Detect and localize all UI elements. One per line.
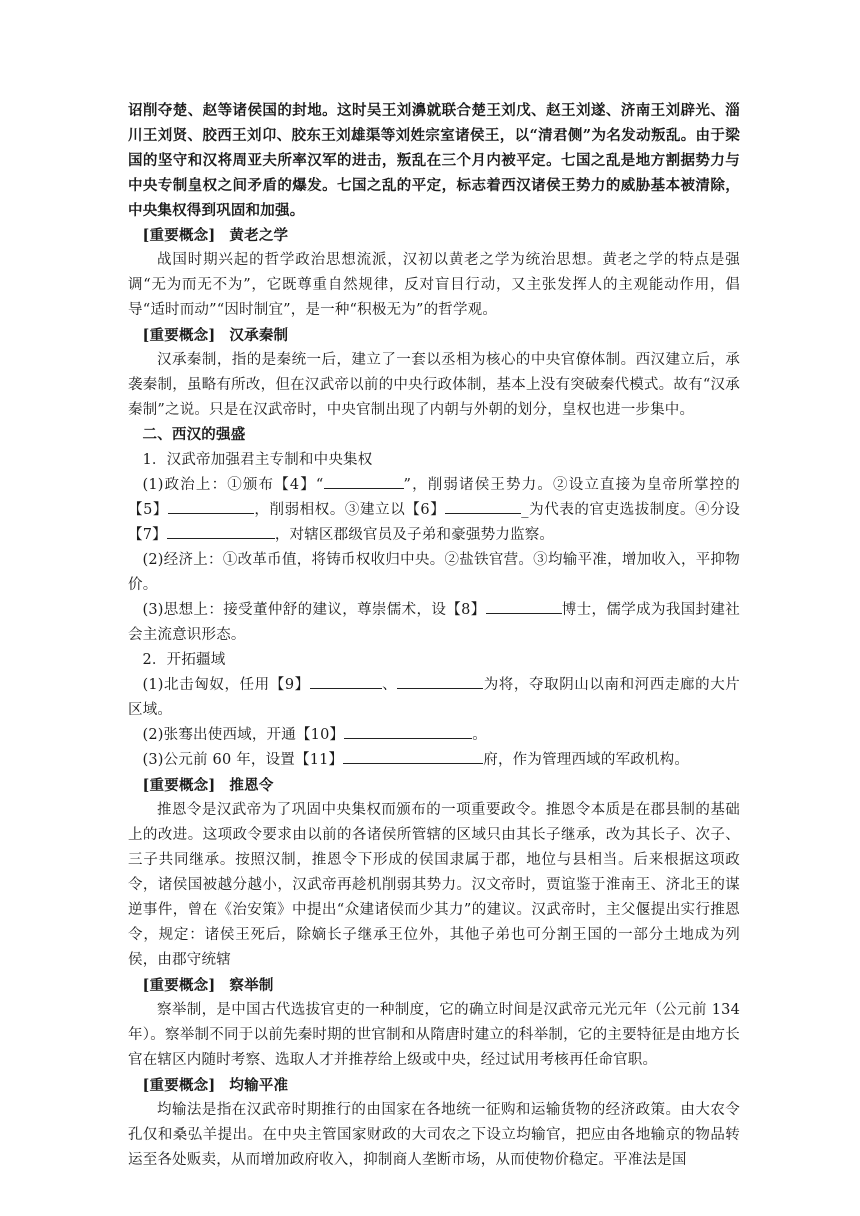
item-text: (3)思想上：接受董仲舒的建议，尊崇儒术，设【8】 <box>142 602 486 618</box>
item-zhangqian <box>128 723 740 748</box>
item-text: (1)北击匈奴，任用【9】 <box>142 677 310 693</box>
blank-5[interactable] <box>168 499 254 514</box>
item-text: (1)政治上：①颁布【4】“ <box>142 477 324 493</box>
concept-label: [重要概念] <box>142 777 216 794</box>
item-text: 。 <box>472 727 487 743</box>
blank-4[interactable] <box>324 474 404 489</box>
blank-9b[interactable] <box>397 674 483 689</box>
concept-heading-chajuzhi <box>128 973 740 998</box>
concept-heading-tuienling <box>128 773 740 798</box>
concept-text-tuienling: 推恩令是汉武帝为了巩固中央集权而颁布的一项重要政令。推恩令本质是在郡县制的基础上的改进。这项政令要求由以前的各诸侯所管辖的区域只由其长子继承，改为其长子、次子、三子共同继承。按照汉制，推恩令下形成的侯国隶属于郡，地位与县相当。后来根据这项政令，诸侯国被越分越小，汉武帝再趁机削弱其势力。汉文帝时，贾谊鉴于淮南王、济北王的谋逆事件，曾在《治安策》中提出“众建诸侯而少其力”的建议。汉武帝时，主父偃提出实行推恩令，规定：诸侯王死后，除嫡长子继承王位外，其他子弟也可分割王国的一部分土地成为列侯，由郡守统辖 <box>128 802 740 968</box>
concept-heading-huanglao <box>128 223 740 248</box>
item-economic: (2)经济上：①改革币值，将铸币权收归中央。②盐铁官营。③均输平准，增加收入，平抑物价。 <box>128 552 740 593</box>
blank-6[interactable] <box>445 499 521 514</box>
item-political <box>128 473 740 548</box>
concept-label: [重要概念] <box>142 227 216 244</box>
blank-8[interactable] <box>486 599 562 614</box>
item-text: (2)张骞出使西域，开通【10】 <box>142 727 345 743</box>
concept-text-junshupingzhun: 均输法是指在汉武帝时期推行的由国家在各地统一征购和运输货物的经济政策。由大农令孔仅和桑弘羊提出。在中央主管国家财政的大司农之下设立均输官，把应由各地输京的物品转运至各处贩卖，从而增加政府收入，抑制商人垄断市场，从而使物价稳定。平准法是国 <box>128 1102 740 1168</box>
concept-title: 黄老之学 <box>229 227 289 244</box>
item-text: ，削弱相权。③建立以【6】 <box>254 502 446 518</box>
item-text: 、 <box>381 677 398 693</box>
concept-text-hanchengqinzhi: 汉承秦制，指的是秦统一后，建立了一套以丞相为核心的中央官僚体制。西汉建立后，承袭秦制，虽略有所改，但在汉武帝以前的中央行政体制，基本上没有突破秦代模式。故有“汉承秦制”之说。只是在汉武帝时，中央官制出现了内朝与外朝的划分，皇权也进一步集中。 <box>128 352 740 418</box>
concept-label: [重要概念] <box>142 977 216 994</box>
concept-heading-hanchengqinzhi <box>128 323 740 348</box>
item-text: 博士，儒学成为我国封建社会主流意识形态。 <box>128 602 740 643</box>
concept-title: 推恩令 <box>229 777 274 794</box>
document-body <box>128 98 740 1173</box>
item-text: (3)公元前 60 年，设置【11】 <box>142 752 344 768</box>
item-text: 府，作为管理西域的军政机构。 <box>483 752 690 768</box>
concept-heading-junshupingzhun <box>128 1073 740 1098</box>
concept-text-chajuzhi: 察举制，是中国古代选拔官吏的一种制度，它的确立时间是汉武帝元光元年（公元前 134 年）。察举制不同于以前先秦时期的世官制和从隋唐时建立的科举制，它的主要特征是由地方长官在辖区内随时考察、选取人才并推荐给上级或中央，经过试用考核再任命官职。 <box>128 1002 740 1068</box>
subheading-territory: 2．开拓疆域 <box>142 652 226 668</box>
item-text: 为将，夺取阴山以南和河西走廊的大片区域。 <box>128 677 741 718</box>
concept-title: 察举制 <box>229 977 274 994</box>
blank-11[interactable] <box>343 749 483 764</box>
concept-text-huanglao: 战国时期兴起的哲学政治思想流派，汉初以黄老之学为统治思想。黄老之学的特点是强调“无为而无不为”，它既尊重自然规律，反对盲目行动，又主张发挥人的主观能动作用，倡导“适时而动”“因时制宜”，是一种“积极无为”的哲学观。 <box>128 252 740 318</box>
blank-10[interactable] <box>344 724 472 739</box>
item-text: ”，削弱诸侯王势力。②设立直接为皇帝所掌控的【5】 <box>128 477 740 518</box>
concept-title: 汉承秦制 <box>229 327 289 344</box>
section-heading-western-han: 二、西汉的强盛 <box>142 427 246 443</box>
item-ideological <box>128 598 740 648</box>
item-text: _为代表的官吏选拔制度。④分设【7】 <box>128 502 741 543</box>
paragraph-seven-states-rebellion: 诏削夺楚、赵等诸侯国的封地。这时吴王刘濞就联合楚王刘戊、赵王刘遂、济南王刘辟光、淄川王刘贤、胶西王刘卬、胶东王刘雄渠等刘姓宗室诸侯王，以“清君侧”为名发动叛乱。由于梁国的坚守和汉将周亚夫所率汉军的进击，叛乱在三个月内被平定。七国之乱是地方割据势力与中央专制皇权之间矛盾的爆发。七国之乱的平定，标志着西汉诸侯王势力的威胁基本被清除，中央集权得到巩固和加强。 <box>128 102 740 219</box>
concept-label: [重要概念] <box>142 1077 216 1094</box>
subheading-centralization: 1．汉武帝加强君主专制和中央集权 <box>142 452 373 468</box>
concept-label: [重要概念] <box>142 327 216 344</box>
item-xiongnu <box>128 673 740 723</box>
concept-title: 均输平准 <box>229 1077 289 1094</box>
blank-7[interactable] <box>167 524 275 539</box>
item-text: ，对辖区郡级官员及子弟和豪强势力监察。 <box>274 527 555 543</box>
blank-9a[interactable] <box>310 674 382 689</box>
item-western-regions <box>128 748 740 773</box>
